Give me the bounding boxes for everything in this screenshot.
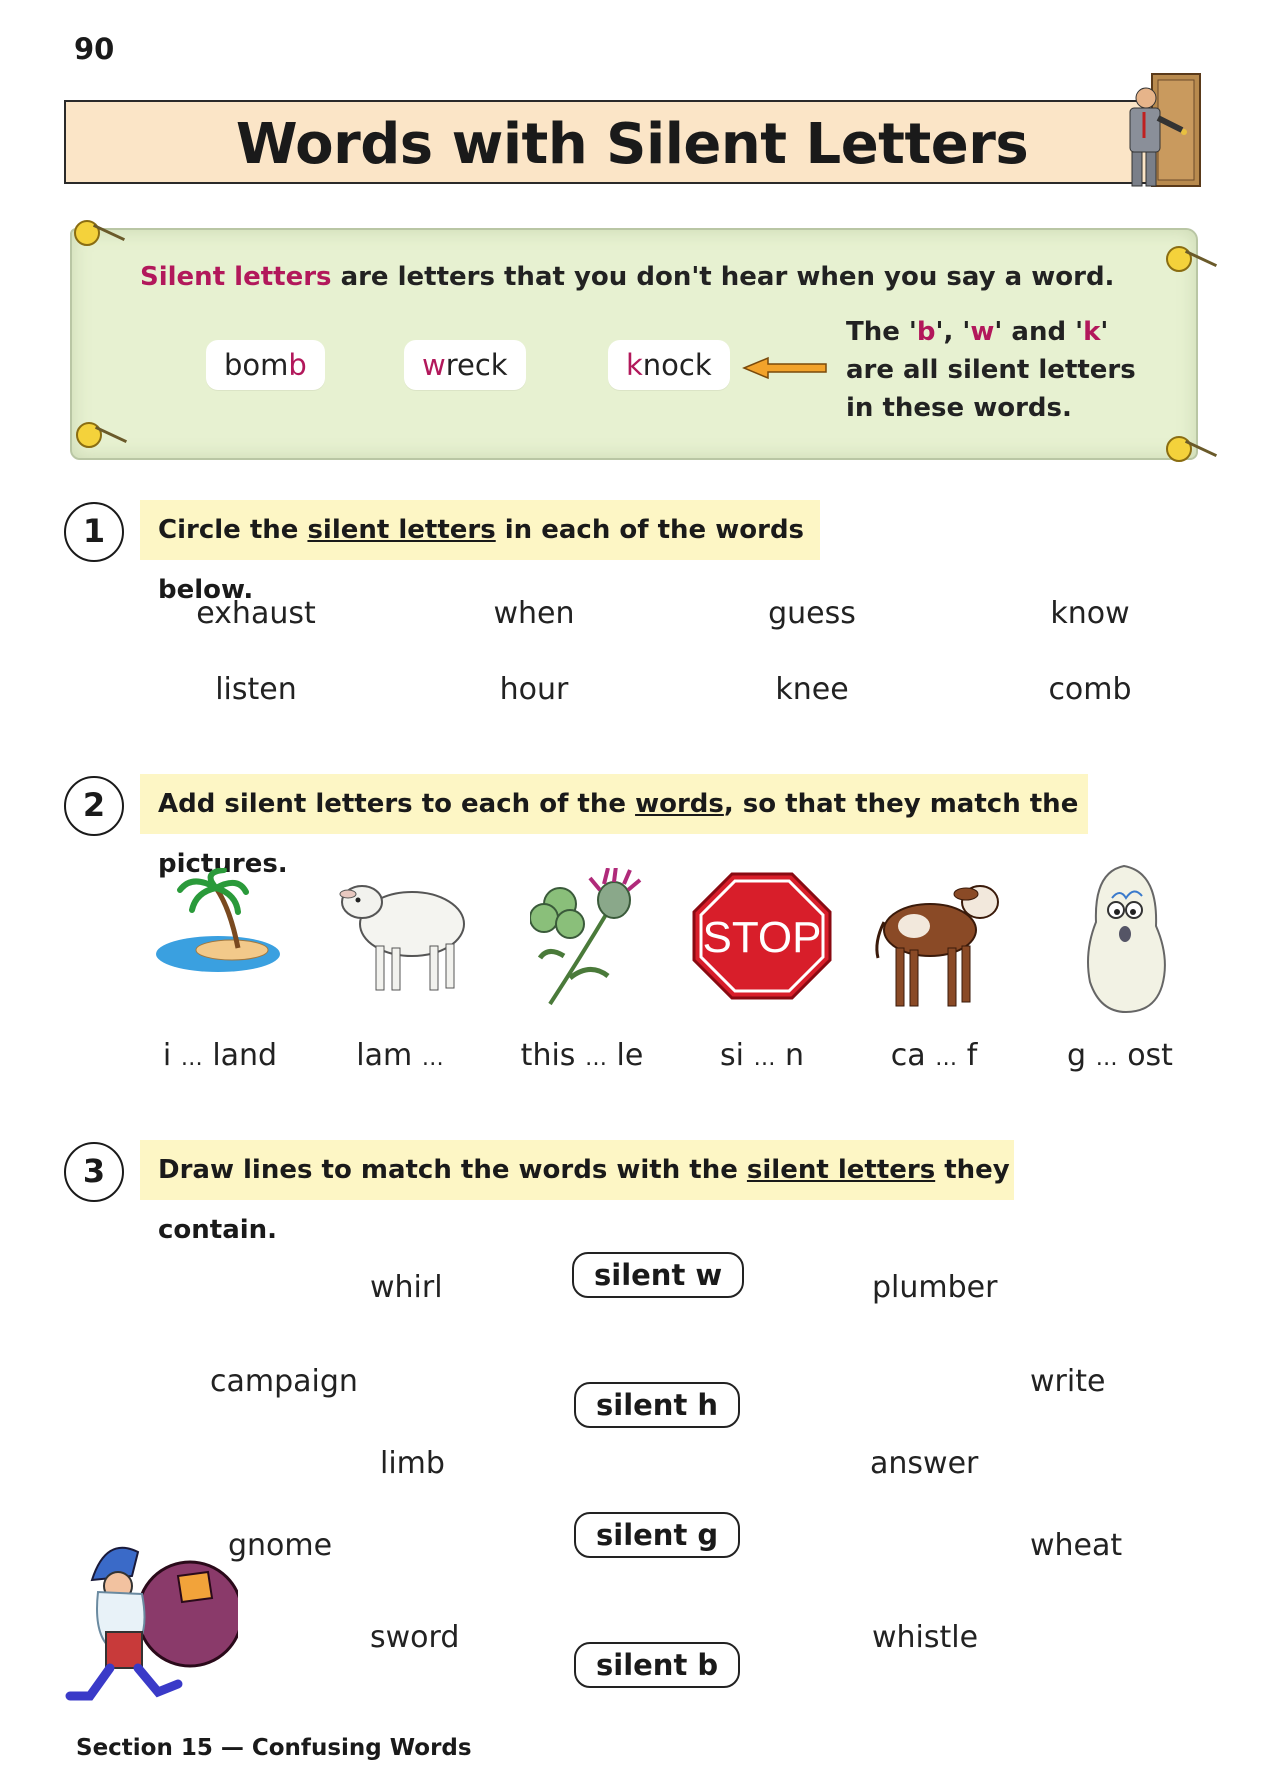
q3-right-word[interactable]: plumber — [872, 1270, 998, 1305]
question-2-instruction: Add silent letters to each of the words, so that they match the pictures. — [140, 774, 1088, 834]
q2-word-blank[interactable]: i … land — [162, 1038, 278, 1073]
question-number: 1 — [64, 502, 124, 562]
q2-word-blank[interactable]: ca … f — [890, 1038, 978, 1073]
question-number: 2 — [64, 776, 124, 836]
island-icon — [152, 868, 282, 984]
silent-letter-label[interactable]: silent g — [574, 1512, 740, 1558]
page-title: Words with Silent Letters — [235, 112, 1029, 177]
q2-word-blank[interactable]: g … ost — [1067, 1038, 1173, 1073]
q3-left-word[interactable]: whirl — [370, 1270, 443, 1305]
q3-left-word[interactable]: campaign — [210, 1364, 358, 1399]
q3-right-word[interactable]: wheat — [1030, 1528, 1123, 1563]
q2-word-blank[interactable]: si … n — [719, 1038, 805, 1073]
lamb-icon — [332, 866, 470, 996]
q3-left-word[interactable]: limb — [380, 1446, 445, 1481]
arrow-left-icon — [742, 356, 828, 380]
pin-icon — [1166, 246, 1192, 272]
ghost-icon — [1080, 862, 1170, 1018]
q1-word[interactable]: know — [1050, 596, 1130, 631]
q1-word[interactable]: when — [493, 596, 575, 631]
pin-icon — [74, 220, 100, 246]
page-number: 90 — [74, 32, 115, 66]
pin-icon — [76, 422, 102, 448]
intro-note: The 'b', 'w' and 'k' are all silent letters in these words. — [846, 317, 1136, 423]
silent-letter-label[interactable]: silent w — [572, 1252, 744, 1298]
question-number: 3 — [64, 1142, 124, 1202]
silent-letter-label[interactable]: silent b — [574, 1642, 740, 1688]
calf-icon — [870, 872, 1008, 1012]
q1-word[interactable]: comb — [1048, 672, 1132, 707]
q1-word[interactable]: listen — [215, 672, 297, 707]
stop-sign-icon — [692, 872, 832, 1000]
q1-word[interactable]: guess — [768, 596, 856, 631]
gnome-with-sack-icon — [62, 1536, 238, 1716]
q3-left-word[interactable]: sword — [370, 1620, 460, 1655]
intro-definition: Silent letters are letters that you don't hear when you say a word. — [140, 262, 1115, 292]
q1-word[interactable]: knee — [775, 672, 849, 707]
q3-right-word[interactable]: write — [1030, 1364, 1106, 1399]
question-3-instruction: Draw lines to match the words with the silent letters they contain. — [140, 1140, 1014, 1200]
question-1-instruction: Circle the silent letters in each of the words below. — [140, 500, 820, 560]
example-word-knock: knock — [608, 340, 730, 390]
title-banner — [64, 100, 1200, 184]
man-at-door-icon — [1118, 68, 1208, 194]
example-word-wreck: wreck — [404, 340, 526, 390]
example-word-bomb: bomb — [206, 340, 325, 390]
q1-word[interactable]: exhaust — [196, 596, 316, 631]
q2-word-blank[interactable]: this … le — [520, 1038, 644, 1073]
section-footer: Section 15 — Confusing Words — [76, 1735, 472, 1761]
q3-right-word[interactable]: whistle — [872, 1620, 979, 1655]
q3-right-word[interactable]: answer — [870, 1446, 979, 1481]
thistle-icon — [530, 868, 650, 1008]
q2-word-blank[interactable]: lam … — [356, 1038, 444, 1073]
q3-left-word[interactable]: gnome — [228, 1528, 333, 1563]
q1-word[interactable]: hour — [499, 672, 569, 707]
stop-sign-text: STOP — [702, 913, 822, 962]
silent-letter-label[interactable]: silent h — [574, 1382, 740, 1428]
pin-icon — [1166, 436, 1192, 462]
